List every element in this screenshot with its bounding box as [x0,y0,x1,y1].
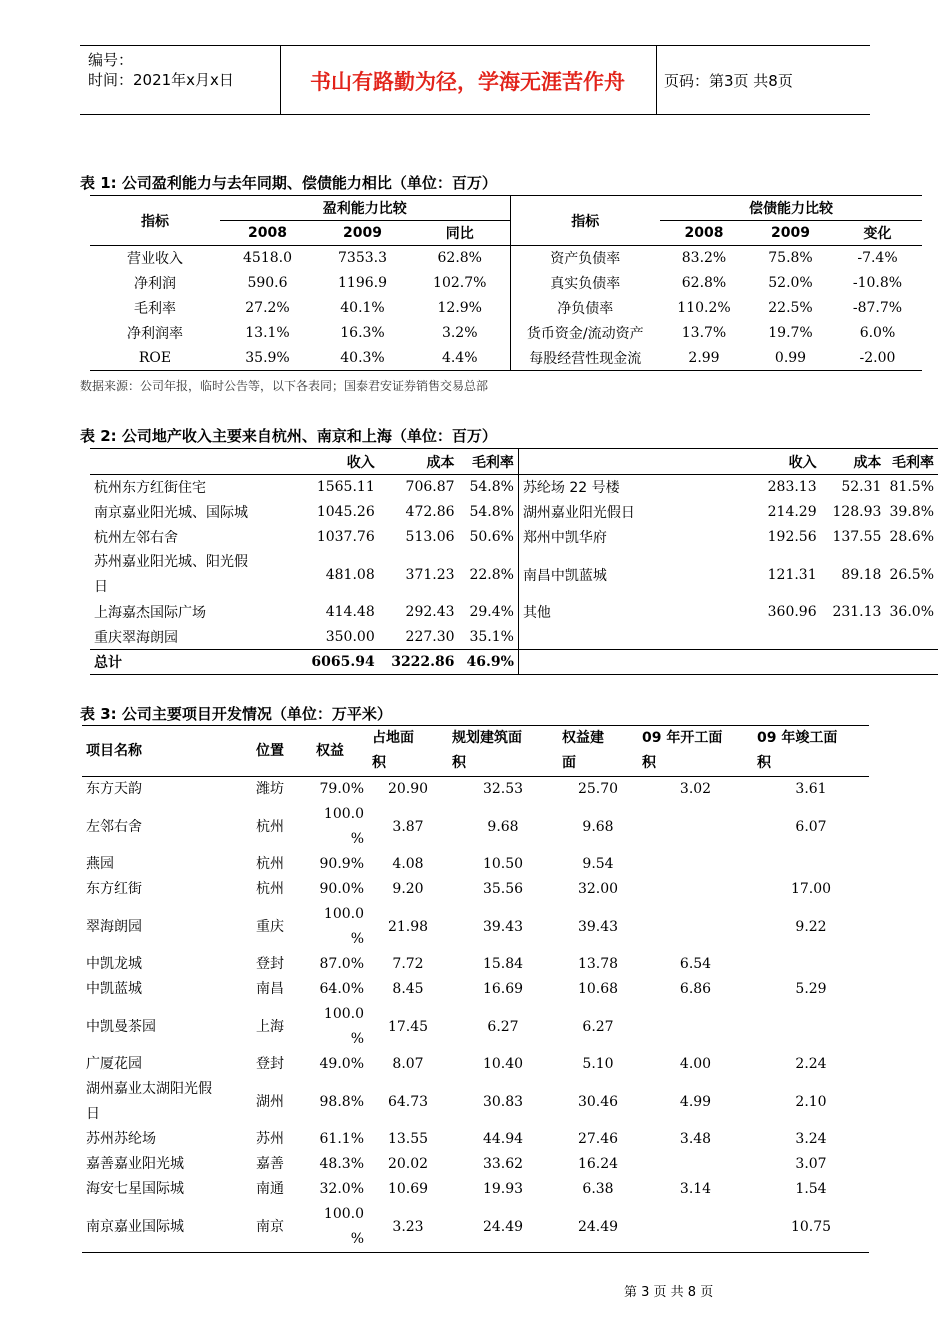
table3-project-name: 中凯曼茶园 [86,1018,156,1035]
table3-col-header-line: 面 [562,755,576,771]
table3-col-header [368,726,448,777]
table2-total-cell: 6065.94 [311,654,375,670]
table3-planned-area: 32.53 [482,781,524,797]
table1 [90,195,922,371]
table3-col-header-line: 积 [757,755,771,771]
table2-cell: 52.31 [841,479,882,496]
table1-cell: 4518.0 [243,250,292,267]
table-row [82,1052,869,1077]
table3-start-area: 6.54 [679,956,712,972]
table3-location: 杭州 [256,818,284,835]
table3-planned-area: 44.94 [482,1131,524,1147]
table3-completed-area: 1.54 [795,1181,827,1197]
table2-col-header: 收入 [346,454,375,471]
table1-label: 净利润率 [127,326,183,342]
table3-land-area: 17.45 [387,1018,429,1035]
document-number: 编号： [88,51,134,69]
table2-cell: 472.86 [405,504,455,520]
table2-cell: 292.43 [405,604,455,620]
table3-col-header: 位置 [256,742,284,759]
table2-cell: 26.5% [889,566,934,583]
table-row [82,802,869,852]
table2-cell: 231.13 [832,604,882,620]
table3-col-header: 权益 [316,742,344,759]
table3-land-area: 20.02 [387,1156,429,1172]
table3-location: 杭州 [256,856,284,872]
table1-cell: 13.7% [681,325,727,341]
table3-start-area [638,902,753,952]
table3-equity: 48.3% [319,1156,364,1172]
table3-equity-area: 25.70 [577,781,619,797]
table3-project-name: 左邻右舍 [86,818,142,835]
table2-project: 郑州中凯华府 [518,525,736,550]
table1-cell: 22.5% [768,300,813,316]
table1-cell: 16.3% [340,325,385,341]
table1-cell: 75.8% [768,250,813,267]
table3-start-area [638,852,753,877]
table3-location: 苏州 [256,1131,284,1147]
table3-equity-line: % [350,1031,364,1047]
table-row [90,525,938,550]
table3-planned-area: 39.43 [482,918,524,935]
table3-start-area: 4.00 [679,1056,712,1072]
table2-cell: 214.29 [767,504,817,520]
table3-equity: 49.0% [319,1056,364,1072]
table2-project: 重庆翠海朗园 [94,629,178,646]
table3-equity-area: 6.27 [582,1018,614,1035]
table1-cell: -10.8% [852,275,903,291]
table3-col-header-line: 积 [372,755,386,771]
table3-location: 南通 [256,1181,284,1197]
table3-planned-area: 10.50 [482,856,524,872]
table3-start-area [638,1202,753,1253]
table3-col-header [638,726,753,777]
table3-project-name [82,1077,252,1127]
table1-col-header: 同比 [410,221,510,246]
table3-equity: 90.9% [319,856,364,872]
table-row [82,1177,869,1202]
table3-equity: 90.0% [319,881,364,897]
table1-cell: 12.9% [437,300,482,316]
table2-project-line: 苏州嘉业阳光城、阳光假 [94,553,248,570]
table3-start-area: 4.99 [679,1093,712,1110]
table1-source: 数据来源：公司年报，临时公告等，以下各表同；国泰君安证券销售交易总部 [80,379,489,393]
table3-project-name: 中凯龙城 [86,956,142,972]
table3-equity-area: 39.43 [577,918,619,935]
table2-col-header: 成本 [426,454,455,471]
table3-planned-area: 15.84 [482,956,524,972]
table3-land-area: 10.69 [387,1181,429,1197]
table3-equity-area: 6.38 [582,1181,614,1197]
table3-location: 上海 [256,1018,284,1035]
table3-equity-area: 9.68 [582,818,614,835]
table3-land-area: 7.72 [392,956,424,972]
table3-project-name: 翠海朗园 [86,918,142,935]
table3-equity: 98.8% [319,1093,364,1110]
table3-start-area [638,1002,753,1052]
table3-planned-area: 9.68 [487,818,519,835]
table1-cell: 590.6 [247,275,288,291]
table-row [82,952,869,977]
table1-col-header: 2009 [748,221,833,246]
table3-col-header [558,726,638,777]
table3-location: 南昌 [256,981,284,997]
table1-cell: 27.2% [245,300,290,316]
table3-planned-area: 33.62 [482,1156,524,1172]
table3-completed-area: 17.00 [790,881,832,897]
table1-label: 净利润 [134,276,176,292]
table1-cell: 62.8% [437,250,482,267]
table1-cell: 13.1% [245,325,290,341]
table1-label: 真实负债率 [510,271,660,296]
table3-project-name: 燕园 [86,856,114,872]
table3-col-header-line: 积 [642,755,656,771]
table3-planned-area: 10.40 [482,1056,524,1072]
table3-col-header [753,726,869,777]
table-row [90,475,938,500]
table2-cell: 360.96 [767,604,817,620]
table3-equity [312,802,368,852]
table3-body [82,777,869,1253]
table1-cell: 2.99 [688,349,720,366]
table3-start-area: 3.14 [679,1181,712,1197]
table3-project-name: 东方红街 [86,881,142,897]
table2-cell: 121.31 [767,566,817,583]
table2-cell: 36.0% [889,604,934,620]
table3-equity-area: 13.78 [577,956,619,972]
table3-equity-area: 32.00 [577,881,619,897]
table3-location: 湖州 [256,1093,284,1110]
table3-land-area: 21.98 [387,918,429,935]
table3-completed-area: 2.10 [795,1093,827,1110]
table2-cell: 54.8% [469,504,514,520]
table1-cell: 62.8% [681,275,727,291]
table3-completed-area: 3.61 [795,781,827,797]
table2-cell: 513.06 [405,529,455,545]
table2-col-header: 毛利率 [892,454,934,471]
table1-cell: 4.4% [441,349,478,366]
table-row [90,600,938,625]
table3-equity-line: 100.0 [323,906,364,922]
table1-label: 资产负债率 [510,246,660,271]
table3-planned-area: 24.49 [482,1218,524,1235]
table2-cell: 50.6% [469,529,514,545]
document-time: 时间：2021年x月x日 [88,71,234,89]
table2-cell: 1565.11 [316,479,375,496]
table2-cell: 1037.76 [316,529,375,545]
table2-cell: 29.4% [469,604,514,620]
table3-location: 重庆 [256,918,284,935]
table2-project: 苏纶场 22 号楼 [518,475,736,500]
table1-label: 每股经营性现金流 [510,346,660,371]
table3-completed-area [753,1002,869,1052]
table3-col-header-line: 积 [452,755,466,771]
table1-cell: -2.00 [859,349,896,366]
table3-equity-line: % [350,931,364,947]
table2-total-cell: 3222.86 [391,654,455,670]
table2-cell: 350.00 [325,628,375,645]
table3-completed-area: 3.24 [795,1131,827,1147]
table1-cell: -7.4% [857,250,898,267]
table3-project-name: 广厦花园 [86,1056,142,1072]
table2-cell: 28.6% [889,529,934,545]
table3-col-header-line: 规划建筑面 [452,730,522,746]
table2-project-line: 日 [94,578,108,595]
table-row [82,1152,869,1177]
table2-cell: 192.56 [767,529,817,545]
header-meta [88,50,234,90]
table1-solvency-group: 偿债能力比较 [660,196,922,221]
table1-label: ROE [138,349,172,366]
table3-col-header-line: 占地面 [372,730,414,746]
table-row [82,1002,869,1052]
table3-planned-area: 19.93 [482,1181,524,1197]
table3-completed-area: 2.24 [795,1056,827,1072]
table2-cell: 414.48 [325,604,375,620]
table3-location: 嘉善 [256,1156,284,1172]
table3-equity: 64.0% [319,981,364,997]
table1-col-header: 2009 [315,221,410,246]
table3-equity: 32.0% [319,1181,364,1197]
table3-land-area: 3.23 [392,1218,424,1235]
table3-col-header-line: 09 年竣工面 [757,730,838,746]
table3-project-name: 嘉善嘉业阳光城 [86,1156,184,1172]
table3-land-area: 13.55 [387,1131,429,1147]
table2-cell [736,625,820,650]
table3-completed-area [753,852,869,877]
table3-project-name: 中凯蓝城 [86,981,142,997]
table3-start-area [638,1152,753,1177]
table1-cell: 19.7% [768,325,813,341]
table3-project-name: 南京嘉业国际城 [86,1218,184,1235]
table2-project: 其他 [518,600,736,625]
table3-completed-area: 3.07 [795,1156,827,1172]
table1-cell: 110.2% [677,300,731,316]
table3-equity-area: 24.49 [577,1218,619,1235]
table2-cell: 128.93 [832,504,882,520]
table3-land-area: 9.20 [392,881,424,897]
table3-location: 南京 [256,1218,284,1235]
table3-equity-area: 30.46 [577,1093,619,1110]
table1-label: 营业收入 [127,251,183,268]
table-row [82,1127,869,1152]
table3-equity-area: 5.10 [582,1056,614,1072]
table3-land-area: 3.87 [392,818,424,835]
table3-project-name-line: 日 [86,1106,100,1122]
table1-indicator-header: 指标 [90,196,220,246]
table1-cell: 52.0% [768,275,813,291]
table-row [90,246,922,271]
table1-profit-group: 盈利能力比较 [220,196,510,221]
table1-col-header: 2008 [220,221,315,246]
table3-completed-area [753,952,869,977]
table2-cell [821,625,886,650]
table1-col-header: 2008 [660,221,748,246]
table3-equity [312,1202,368,1253]
table2-cell: 1045.26 [316,504,375,520]
table1-col-header: 变化 [833,221,922,246]
table3-location: 杭州 [256,881,284,897]
table3-start-area: 3.02 [679,781,712,797]
table3-project-name: 东方天韵 [86,781,142,797]
table3-col-header-line: 09 年开工面 [642,730,723,746]
table-row [82,902,869,952]
table3-completed-area: 5.29 [795,981,827,997]
table3-col-header-line: 权益建 [562,730,604,746]
table2-project [90,550,289,600]
table3-equity: 87.0% [319,956,364,972]
table1-cell: 6.0% [859,325,896,341]
table2-cell: 89.18 [841,566,882,583]
table2-cell: 371.23 [405,566,455,583]
table2-col-header: 收入 [788,454,817,471]
table3-equity: 61.1% [319,1131,364,1147]
table1-cell: 83.2% [681,250,727,267]
table2-total-cell: 46.9% [466,654,514,670]
table1-cell: 35.9% [245,349,290,366]
table3-equity-line: 100.0 [323,1206,364,1222]
table2-project: 杭州东方红街住宅 [94,480,206,497]
table2-project: 南京嘉业阳光城、国际城 [94,505,248,521]
table2-total-row [90,650,938,675]
table2 [90,448,938,675]
table3-land-area: 4.08 [392,856,424,872]
table3-completed-area: 10.75 [790,1218,832,1235]
table-row [90,296,922,321]
table3-project-name-line: 湖州嘉业太湖阳光假 [86,1081,212,1097]
table1-cell: 1196.9 [338,275,387,291]
table3-equity-line: % [350,831,364,847]
table2-caption: 表 2: 公司地产收入主要来自杭州、南京和上海（单位：百万） [80,427,497,445]
table-row [90,625,938,650]
table3-start-area [638,802,753,852]
table2-project: 上海嘉杰国际广场 [94,605,206,621]
table2-project: 湖州嘉业阳光假日 [518,500,736,525]
header-motto: 书山有路勤为径，学海无涯苦作舟 [310,70,625,94]
table3-land-area: 64.73 [387,1093,429,1110]
table3-start-area: 3.48 [679,1131,712,1147]
table-row [90,550,938,600]
table1-cell: 7353.3 [338,250,387,267]
table2-cell: 22.8% [469,566,514,583]
table3-location: 潍坊 [256,781,284,797]
table3-start-area: 6.86 [679,981,712,997]
table-row [82,1202,869,1253]
table1-cell: 102.7% [433,275,487,291]
table1-cell: 40.3% [340,349,385,366]
table3-equity [312,902,368,952]
table1-indicator-header: 指标 [510,196,660,246]
table3-planned-area: 16.69 [482,981,524,997]
header-divider [656,46,657,114]
table1-label: 净负债率 [510,296,660,321]
table2-cell: 35.1% [469,628,514,645]
table3-equity-area: 10.68 [577,981,619,997]
table3-col-header [448,726,558,777]
table3-planned-area: 6.27 [487,1018,519,1035]
page-header [80,45,870,115]
table-row [90,271,922,296]
table3-start-area [638,877,753,902]
table3-equity-line: % [350,1231,364,1247]
table2-cell: 283.13 [767,479,817,496]
table3-planned-area: 30.83 [482,1093,524,1110]
table2-cell: 481.08 [325,566,375,583]
table-row [82,877,869,902]
table3 [82,725,869,1253]
table2-cell [885,625,938,650]
table3-land-area: 8.07 [392,1056,424,1072]
table1-caption: 表 1: 公司盈利能力与去年同期、偿债能力相比（单位：百万） [80,174,497,192]
table2-cell: 39.8% [889,504,934,520]
table1-label: 毛利率 [134,301,176,317]
table-row [82,852,869,877]
table-row [82,977,869,1002]
table2-total-label: 总计 [94,655,122,671]
table3-equity [312,1002,368,1052]
table3-equity: 79.0% [319,781,364,797]
table3-project-name: 苏州苏纶场 [86,1131,156,1147]
table3-completed-area: 9.22 [795,918,827,935]
table-row [82,1077,869,1127]
table2-project: 杭州左邻右舍 [94,530,178,546]
table2-col-header: 成本 [853,454,882,471]
table-row [90,346,922,371]
table-row [82,777,869,803]
table3-equity-area: 16.24 [577,1156,619,1172]
page-footer: 第 3 页 共 8 页 [624,1285,714,1300]
table3-completed-area: 6.07 [795,818,827,835]
table3-col-header: 项目名称 [86,742,142,759]
table1-cell: -87.7% [852,300,903,316]
table1-cell: 40.1% [340,300,385,316]
header-page-number: 页码：第3页 共8页 [664,72,793,90]
table1-cell: 0.99 [774,349,807,366]
table3-equity-area: 27.46 [577,1131,619,1147]
table2-project [518,625,736,650]
table3-land-area: 20.90 [387,781,429,797]
table3-land-area: 8.45 [392,981,424,997]
table2-col-header: 毛利率 [471,454,514,471]
table3-caption: 表 3: 公司主要项目开发情况（单位：万平米） [80,705,392,723]
table3-project-name: 海安七星国际城 [86,1181,184,1197]
table1-cell: 3.2% [441,325,478,341]
table3-equity-line: 100.0 [323,806,364,822]
table2-cell: 54.8% [469,479,514,496]
table2-project: 南昌中凯蓝城 [518,550,736,600]
table3-equity-area: 9.54 [582,856,614,872]
table1-label: 货币资金/流动资产 [510,321,660,346]
table2-cell: 137.55 [832,529,882,545]
table-row [90,500,938,525]
table3-planned-area: 35.56 [482,881,524,897]
table3-location: 登封 [256,956,284,972]
table-row [90,321,922,346]
table2-cell: 81.5% [889,479,934,496]
table2-cell: 706.87 [405,479,455,496]
table2-cell: 227.30 [405,628,455,645]
table3-location: 登封 [256,1056,284,1072]
table3-equity-line: 100.0 [323,1006,364,1022]
